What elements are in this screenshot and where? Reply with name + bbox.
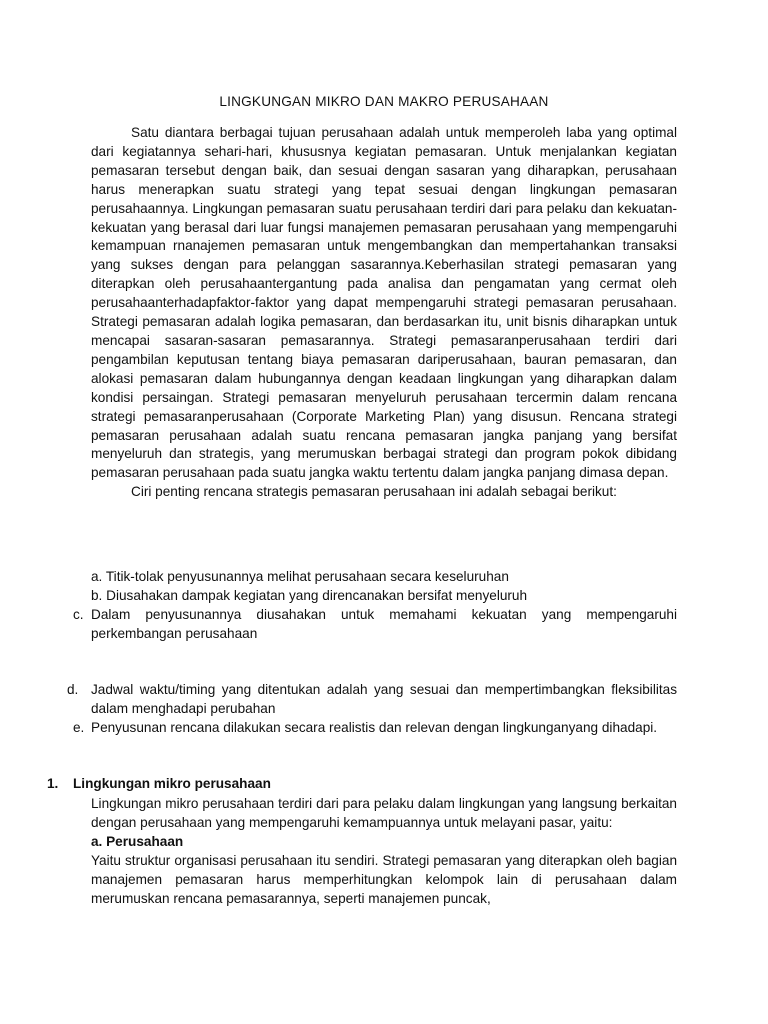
list-item: [73, 606, 677, 644]
subsection-heading: a. Perusahaan: [91, 833, 184, 849]
list-item-label: e.: [73, 720, 85, 735]
list-item-label: d.: [67, 682, 79, 697]
list-item: [91, 568, 677, 587]
intro-paragraph: Satu diantara berbagai tujuan perusahaan adalah untuk memperoleh laba yang optimal dari kegiatannya sehari-hari, khususnya kegiatan pemasaran. Untuk menjalankan kegiatan pemasaran tersebut dengan baik, dan sesuai dengan sasaran yang diharapkan, perusahaan harus menerapkan suatu strategi yang tepat sesuai dengan lingkungan pemasaran perusahaannya. Lingkungan pemasaran suatu perusahaan terdiri dari para pelaku dan kekuatan-kekuatan yang berasal dari luar fungsi manajemen pemasaran perusahaan yang mempengaruhi kemampuan rnanajemen pemasaran untuk mengembangkan dan mempertahankan transaksi yang sukses dengan para pelanggan sasarannya.Keberhasilan strategi pemasaran yang diterapkan oleh perusahaantergantung pada analisa dan pengamatan yang cermat oleh perusahaanterhadapfaktor-faktor yang dapat mempengaruhi strategi pemasaran perusahaan. Strategi pemasaran adalah logika pemasaran, dan berdasarkan itu, unit bisnis diharapkan untuk mencapai sasaran-sasaran pemasarannya. Strategi pemasaranperusahaan terdiri dari pengambilan keputusan tentang biaya pemasaran dariperusahaan, bauran pemasaran, dan alokasi pemasaran dalam hubungannya dengan keadaan lingkungan yang diharapkan dalam kondisi persaingan. Strategi pemasaran menyeluruh perusahaan tercermin dalam rencana strategi pemasaranperusahaan (Corporate Marketing Plan) yang disusun. Rencana strategi pemasaran perusahaan adalah suatu rencana pemasaran jangka panjang yang bersifat menyeluruh dan strategis, yang merumuskan berbagai strategi dan program pokok dibidang pemasaran perusahaan pada suatu jangka waktu tertentu dalam jangka panjang dimasa depan.: [91, 125, 677, 481]
section-paragraph: Lingkungan mikro perusahaan terdiri dari para pelaku dalam lingkungan yang langsung berkaitan dengan perusahaan yang mempengaruhi kemampuannya untuk melayani pasar, yaitu:: [91, 796, 677, 830]
list-item: [67, 681, 677, 719]
list-item-label: b.: [91, 588, 103, 603]
list-item-text: Jadwal waktu/timing yang ditentukan adalah yang sesuai dan mempertimbangkan fleksibilitas dalam menghadapi perubahan: [91, 682, 677, 716]
section-heading: [47, 776, 271, 791]
list-item-text: Diusahakan dampak kegiatan yang direncanakan bersifat menyeluruh: [106, 588, 528, 603]
section-body: [91, 795, 677, 908]
list-item-label: a.: [91, 569, 103, 584]
list-item: [73, 719, 677, 738]
intro-paragraph-block: [91, 124, 677, 502]
list-item: [91, 587, 677, 606]
list-item-text: Titik-tolak penyusunannya melihat perusahaan secara keseluruhan: [105, 569, 509, 584]
list-item-text: Dalam penyusunannya diusahakan untuk memahami kekuatan yang mempengaruhi perkembangan perusahaan: [91, 607, 677, 641]
subsection-paragraph: Yaitu struktur organisasi perusahaan itu sendiri. Strategi pemasaran yang diterapkan oleh bagian manajemen pemasaran harus memperhitungkan kelompok lain di perusahaan dalam merumuskan rencana pemasarannya, seperti manajemen puncak,: [91, 852, 677, 906]
section-number: 1.: [47, 776, 59, 791]
criteria-intro: Ciri penting rencana strategis pemasaran perusahaan ini adalah sebagai berikut:: [131, 484, 617, 500]
list-item-text: Penyusunan rencana dilakukan secara realistis dan relevan dengan lingkunganyang dihadapi.: [91, 720, 658, 735]
section-title: Lingkungan mikro perusahaan: [73, 776, 271, 791]
list-item-label: c.: [73, 607, 84, 622]
document-title: LINGKUNGAN MIKRO DAN MAKRO PERUSAHAAN: [219, 94, 549, 109]
